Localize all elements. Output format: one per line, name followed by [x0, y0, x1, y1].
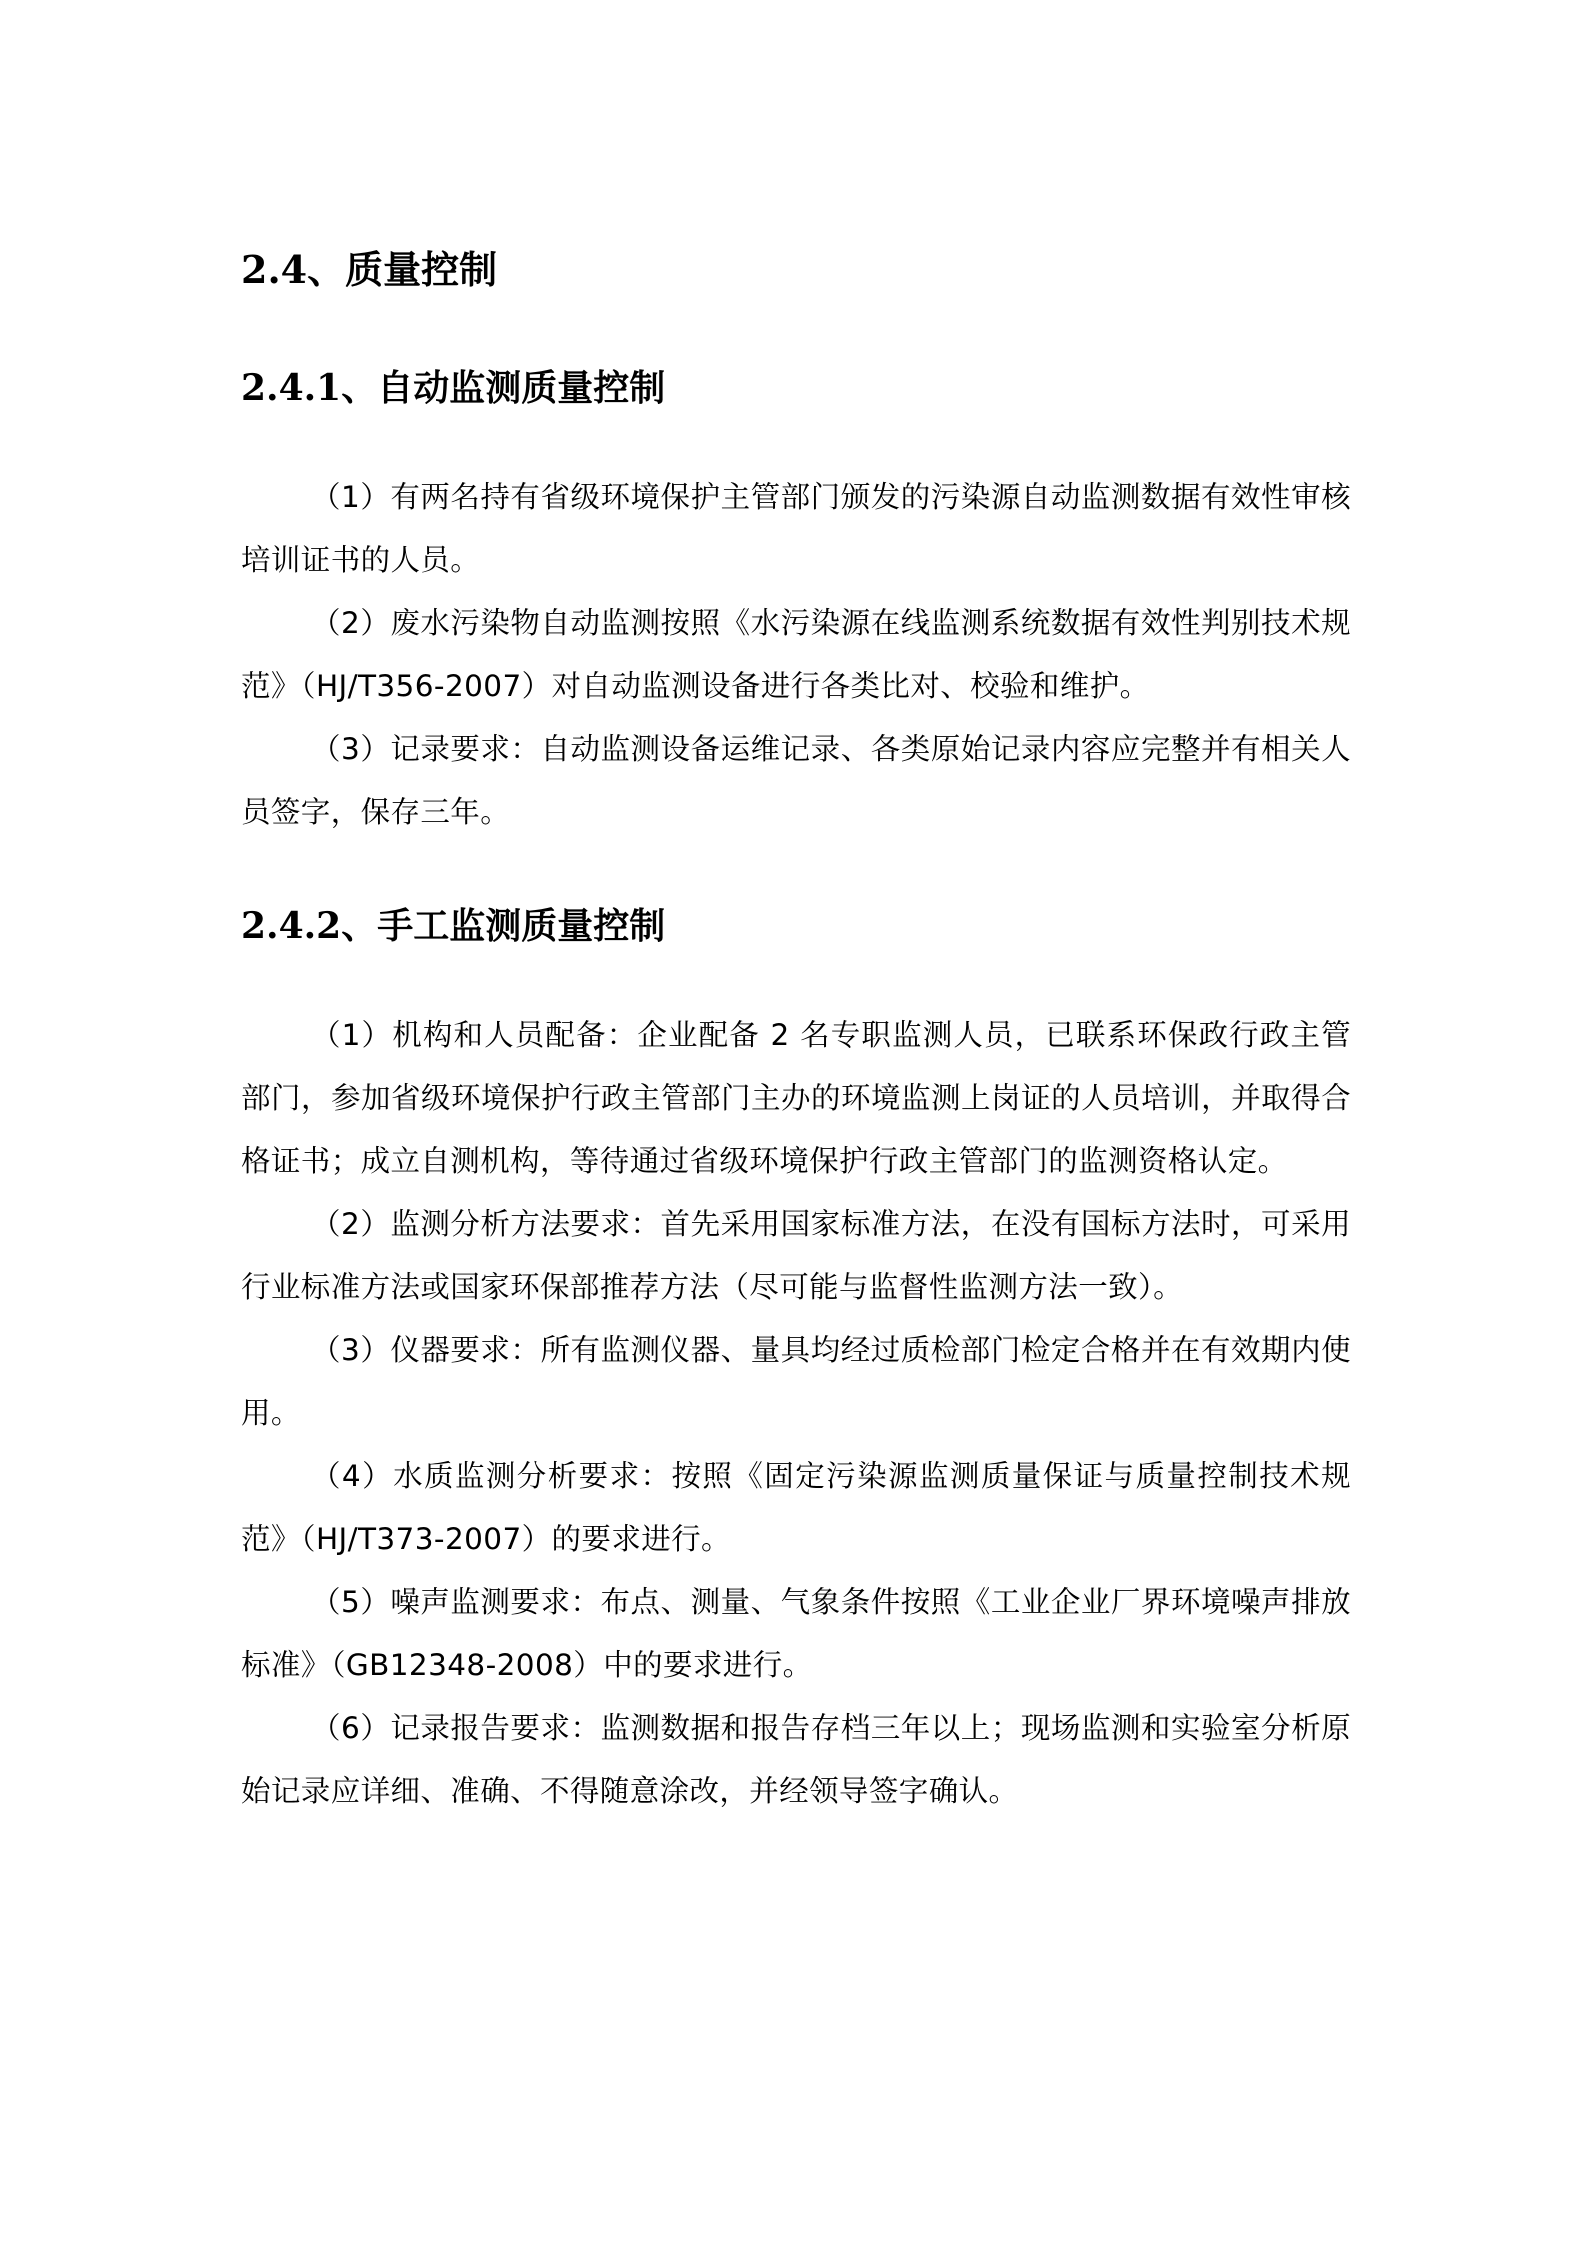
paragraph-2-5: （5）噪声监测要求：布点、测量、气象条件按照《工业企业厂界环境噪声排放标准》（GB12348-2008）中的要求进行。 — [241, 1585, 1351, 1682]
paragraph-1-2: （2）废水污染物自动监测按照《水污染源在线监测系统数据有效性判别技术规范》（HJ/T356-2007）对自动监测设备进行各类比对、校验和维护。 — [241, 606, 1351, 703]
paragraph-2-1: （1）机构和人员配备：企业配备 2 名专职监测人员，已联系环保政行政主管部门，参加省级环境保护行政主管部门主办的环境监测上岗证的人员培训，并取得合格证书；成立自测机构，等待通过省级环境保护行政主管部门的监测资格认定。 — [241, 1018, 1351, 1178]
paragraph-2-3: （3）仪器要求：所有监测仪器、量具均经过质检部门检定合格并在有效期内使用。 — [241, 1333, 1351, 1430]
section-2-4-1-body — [241, 466, 1351, 844]
subsection-heading-2-4-2: 2.4.2、手工监测质量控制 — [241, 905, 666, 947]
paragraph-1-1: （1）有两名持有省级环境保护主管部门颁发的污染源自动监测数据有效性审核培训证书的人员。 — [241, 480, 1351, 577]
paragraph-2-4: （4）水质监测分析要求：按照《固定污染源监测质量保证与质量控制技术规范》（HJ/T373-2007）的要求进行。 — [241, 1459, 1351, 1556]
paragraph-2-2: （2）监测分析方法要求：首先采用国家标准方法，在没有国标方法时，可采用行业标准方法或国家环保部推荐方法（尽可能与监督性监测方法一致）。 — [241, 1207, 1351, 1304]
paragraph-1-3: （3）记录要求：自动监测设备运维记录、各类原始记录内容应完整并有相关人员签字，保存三年。 — [241, 732, 1351, 829]
section-2-4-2-body — [241, 1004, 1351, 1823]
paragraph-2-6: （6）记录报告要求：监测数据和报告存档三年以上；现场监测和实验室分析原始记录应详细、准确、不得随意涂改，并经领导签字确认。 — [241, 1711, 1351, 1808]
section-heading-2-4: 2.4、质量控制 — [241, 247, 498, 292]
subsection-heading-2-4-1: 2.4.1、自动监测质量控制 — [241, 367, 666, 409]
